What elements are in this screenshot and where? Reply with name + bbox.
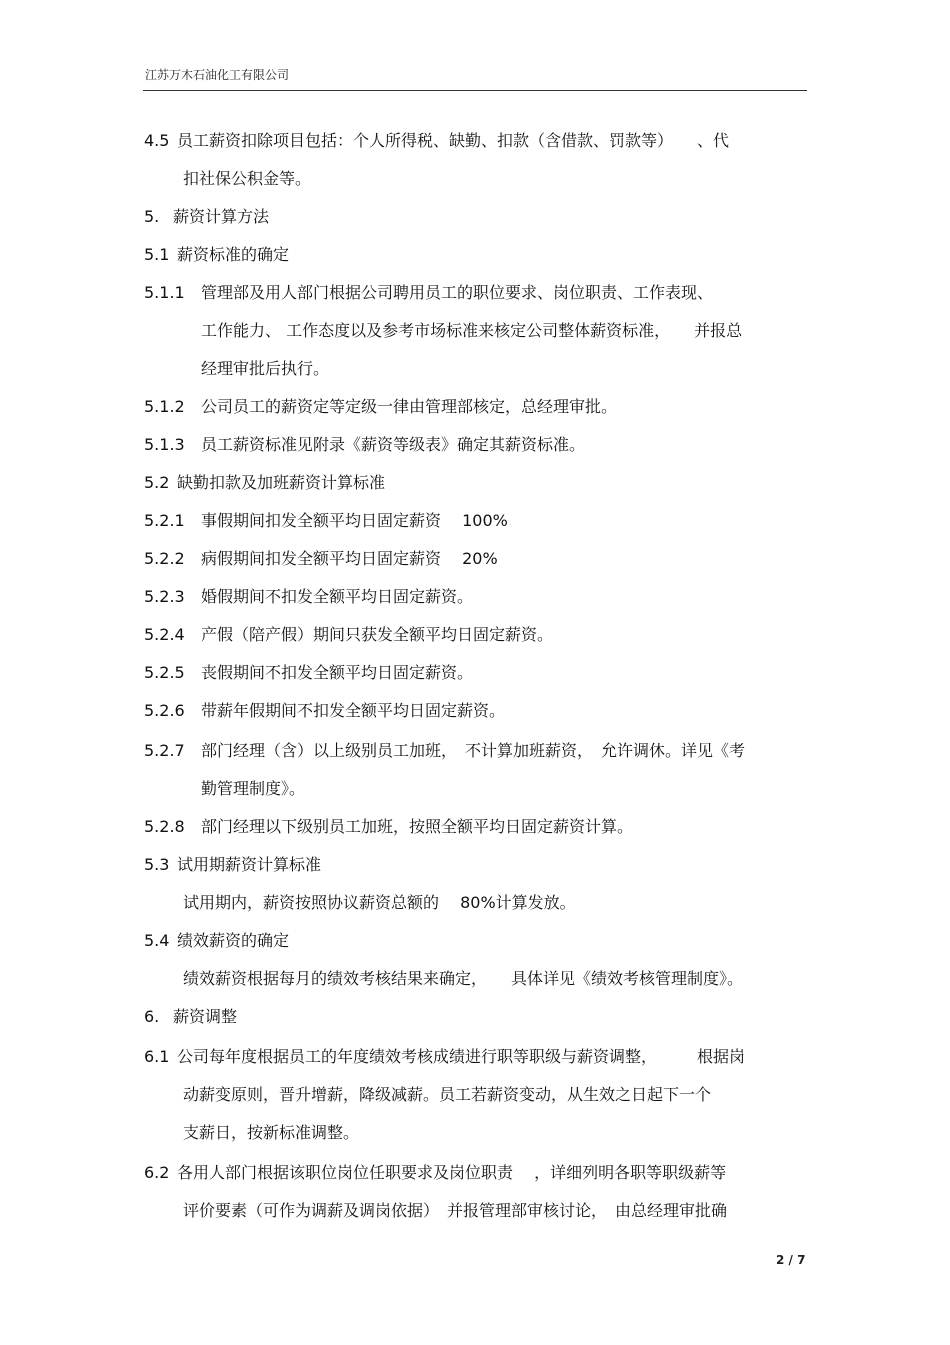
section-number: 5.2 — [144, 473, 170, 492]
section-number: 5.2.6 — [144, 701, 185, 720]
line-text: 工作能力、 工作态度以及参考市场标准来核定公司整体薪资标准， 并报总 — [201, 321, 743, 340]
line-text: 丧假期间不扣发全额平均日固定薪资。 — [201, 663, 474, 682]
line-text: 支薪日，按新标准调整。 — [183, 1123, 360, 1142]
line-text: 事假期间扣发全额平均日固定薪资 100% — [201, 511, 508, 530]
section-number: 5.1 — [144, 245, 170, 264]
line-text: 薪资标准的确定 — [177, 245, 290, 264]
section-number: 6.1 — [144, 1047, 170, 1066]
section-number: 5.2.8 — [144, 817, 185, 836]
section-number: 5.4 — [144, 931, 170, 950]
section-number: 5.1.2 — [144, 397, 185, 416]
line-text: 病假期间扣发全额平均日固定薪资 20% — [201, 549, 498, 568]
line-text: 绩效薪资根据每月的绩效考核结果来确定， 具体详见《绩效考核管理制度》。 — [183, 969, 744, 988]
line-text: 管理部及用人部门根据公司聘用员工的职位要求、岗位职责、工作表现、 — [201, 283, 714, 302]
section-number: 5.2.1 — [144, 511, 185, 530]
section-number: 5.2.4 — [144, 625, 185, 644]
line-text: 薪资计算方法 — [173, 207, 270, 226]
line-text: 部门经理（含）以上级别员工加班， 不计算加班薪资， 允许调休。详见《考 — [201, 741, 746, 760]
section-number: 5.3 — [144, 855, 170, 874]
line-text: 公司每年度根据员工的年度绩效考核成绩进行职等职级与薪资调整， 根据岗 — [177, 1047, 746, 1066]
line-text: 勤管理制度》。 — [201, 779, 306, 798]
line-text: 扣社保公积金等。 — [183, 169, 312, 188]
line-text: 婚假期间不扣发全额平均日固定薪资。 — [201, 587, 474, 606]
section-number: 5. — [144, 207, 160, 226]
line-text: 带薪年假期间不扣发全额平均日固定薪资。 — [201, 701, 506, 720]
line-text: 评价要素（可作为调薪及调岗依据） 并报管理部审核讨论， 由总经理审批确 — [183, 1201, 728, 1220]
line-text: 经理审批后执行。 — [201, 359, 330, 378]
section-number: 5.2.2 — [144, 549, 185, 568]
section-number: 4.5 — [144, 131, 170, 150]
section-number: 5.2.5 — [144, 663, 185, 682]
page-number: 2 / 7 — [776, 1253, 806, 1267]
section-number: 5.1.1 — [144, 283, 185, 302]
line-text: 员工薪资扣除项目包括：个人所得税、缺勤、扣款（含借款、罚款等） 、代 — [177, 131, 730, 150]
line-text: 公司员工的薪资定等定级一律由管理部核定，总经理审批。 — [201, 397, 618, 416]
line-text: 试用期内，薪资按照协议薪资总额的 80%计算发放。 — [183, 893, 576, 912]
line-text: 试用期薪资计算标准 — [177, 855, 322, 874]
header-divider — [143, 90, 807, 91]
section-number: 5.2.3 — [144, 587, 185, 606]
line-text: 员工薪资标准见附录《薪资等级表》确定其薪资标准。 — [201, 435, 586, 454]
line-text: 动薪变原则，晋升增薪，降级减薪。员工若薪资变动，从生效之日起下一个 — [183, 1085, 712, 1104]
line-text: 薪资调整 — [173, 1007, 238, 1026]
line-text: 产假（陪产假）期间只获发全额平均日固定薪资。 — [201, 625, 554, 644]
section-number: 5.2.7 — [144, 741, 185, 760]
line-text: 绩效薪资的确定 — [177, 931, 290, 950]
line-text: 部门经理以下级别员工加班，按照全额平均日固定薪资计算。 — [201, 817, 634, 836]
section-number: 6. — [144, 1007, 160, 1026]
line-text: 缺勤扣款及加班薪资计算标准 — [177, 473, 386, 492]
section-number: 5.1.3 — [144, 435, 185, 454]
section-number: 6.2 — [144, 1163, 170, 1182]
company-name: 江苏万木石油化工有限公司 — [145, 68, 290, 82]
line-text: 各用人部门根据该职位岗位任职要求及岗位职责 ，详细列明各职等职级薪等 — [177, 1163, 727, 1182]
